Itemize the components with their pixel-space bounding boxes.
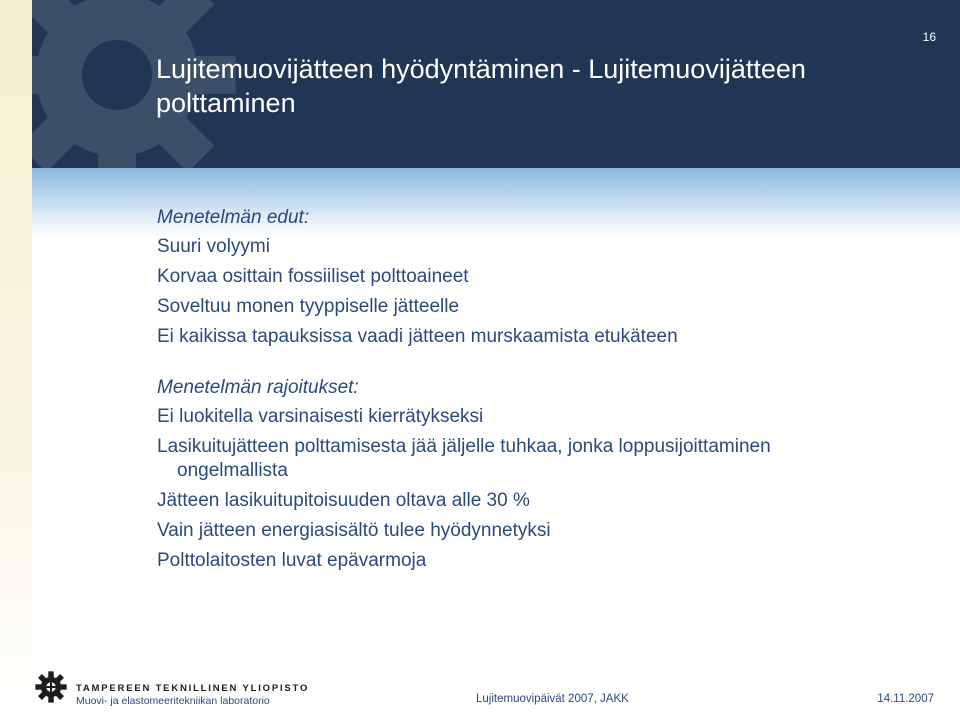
page-number: 16 [922,30,936,44]
advantages-section [157,206,877,349]
list-item: Soveltuu monen tyyppiselle jätteelle [157,296,460,317]
advantages-list [157,235,877,349]
limitations-heading: Menetelmän rajoitukset: [157,377,359,398]
limitations-list [157,405,877,573]
list-item: Vain jätteen energiasisältö tulee hyödynnetyksi [157,520,551,541]
laboratory-name: Muovi- ja elastomeeritekniikan laboratorio [76,695,270,707]
list-item: Lasikuitujätteen polttamisesta jää jäljelle tuhkaa, jonka loppusijoittaminen ongelmallista [157,436,771,481]
slide-content [157,206,877,600]
limitations-section [157,376,877,573]
list-item: Ei luokitella varsinaisesti kierrätykseksi [157,406,484,427]
left-decorative-strip [0,0,32,720]
header-band [32,0,960,168]
footer-date: 14.11.2007 [877,693,934,705]
gear-logo-icon [34,670,68,704]
event-name: Lujitemuovipäivät 2007, JAKK [476,693,629,705]
list-item: Suuri volyymi [157,236,270,257]
university-name: TAMPEREEN TEKNILLINEN YLIOPISTO [76,683,310,694]
list-item: Korvaa osittain fossiiliset polttoaineet [157,266,469,287]
slide-title: Lujitemuovijätteen hyödyntäminen - Lujitemuovijätteen polttaminen [156,54,806,118]
list-item: Ei kaikissa tapauksissa vaadi jätteen murskaamista etukäteen [157,326,678,347]
list-item: Jätteen lasikuitupitoisuuden oltava alle 30 % [157,490,530,511]
list-item: Polttolaitosten luvat epävarmoja [157,550,427,571]
advantages-heading: Menetelmän edut: [157,207,310,228]
